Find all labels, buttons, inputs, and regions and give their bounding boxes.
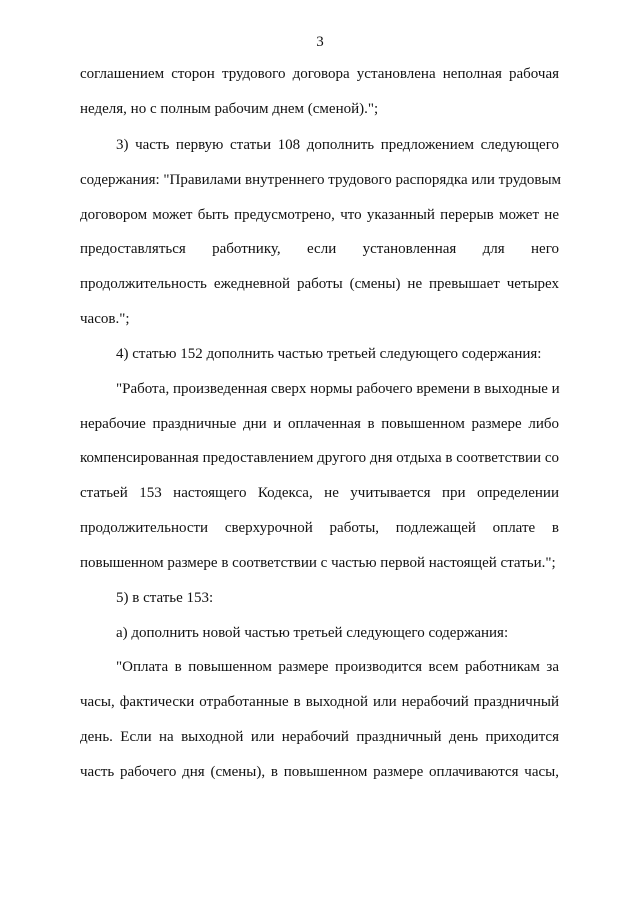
text-line: продолжительность ежедневной работы (смены) не превышает четырех xyxy=(80,276,559,292)
text-line: часов."; xyxy=(80,311,130,327)
text-line: "Работа, произведенная сверх нормы рабочего времени в выходные и xyxy=(116,381,560,397)
text-line: 5) в статье 153: xyxy=(116,590,214,606)
text-line: нерабочие праздничные дни и оплаченная в повышенном размере либо xyxy=(80,416,559,432)
text-line: компенсированная предоставлением другого дня отдыха в соответствии со xyxy=(80,450,559,466)
text-line: предоставляться работнику, если установленная для него xyxy=(80,241,559,257)
text-line: договором может быть предусмотрено, что указанный перерыв может не xyxy=(80,207,559,223)
text-line: статьей 153 настоящего Кодекса, не учитывается при определении xyxy=(80,485,559,501)
page-number: 3 xyxy=(316,34,324,50)
text-line: часть рабочего дня (смены), в повышенном размере оплачиваются часы, xyxy=(80,764,559,780)
text-line: "Оплата в повышенном размере производится всем работникам за xyxy=(116,659,559,675)
text-line: содержания: "Правилами внутреннего трудового распорядка или трудовым xyxy=(80,172,562,188)
text-line: продолжительности сверхурочной работы, подлежащей оплате в xyxy=(80,520,559,536)
text-line: повышенном размере в соответствии с частью первой настоящей статьи."; xyxy=(80,555,556,571)
text-line: неделя, но с полным рабочим днем (сменой)."; xyxy=(80,101,379,117)
text-line: часы, фактически отработанные в выходной или нерабочий праздничный xyxy=(80,694,559,710)
text-line: 3) часть первую статьи 108 дополнить предложением следующего xyxy=(116,137,559,153)
text-line: а) дополнить новой частью третьей следующего содержания: xyxy=(116,625,509,641)
text-line: соглашением сторон трудового договора установлена неполная рабочая xyxy=(80,66,559,82)
text-line: 4) статью 152 дополнить частью третьей следующего содержания: xyxy=(116,346,542,362)
text-line: день. Если на выходной или нерабочий праздничный день приходится xyxy=(80,729,559,745)
